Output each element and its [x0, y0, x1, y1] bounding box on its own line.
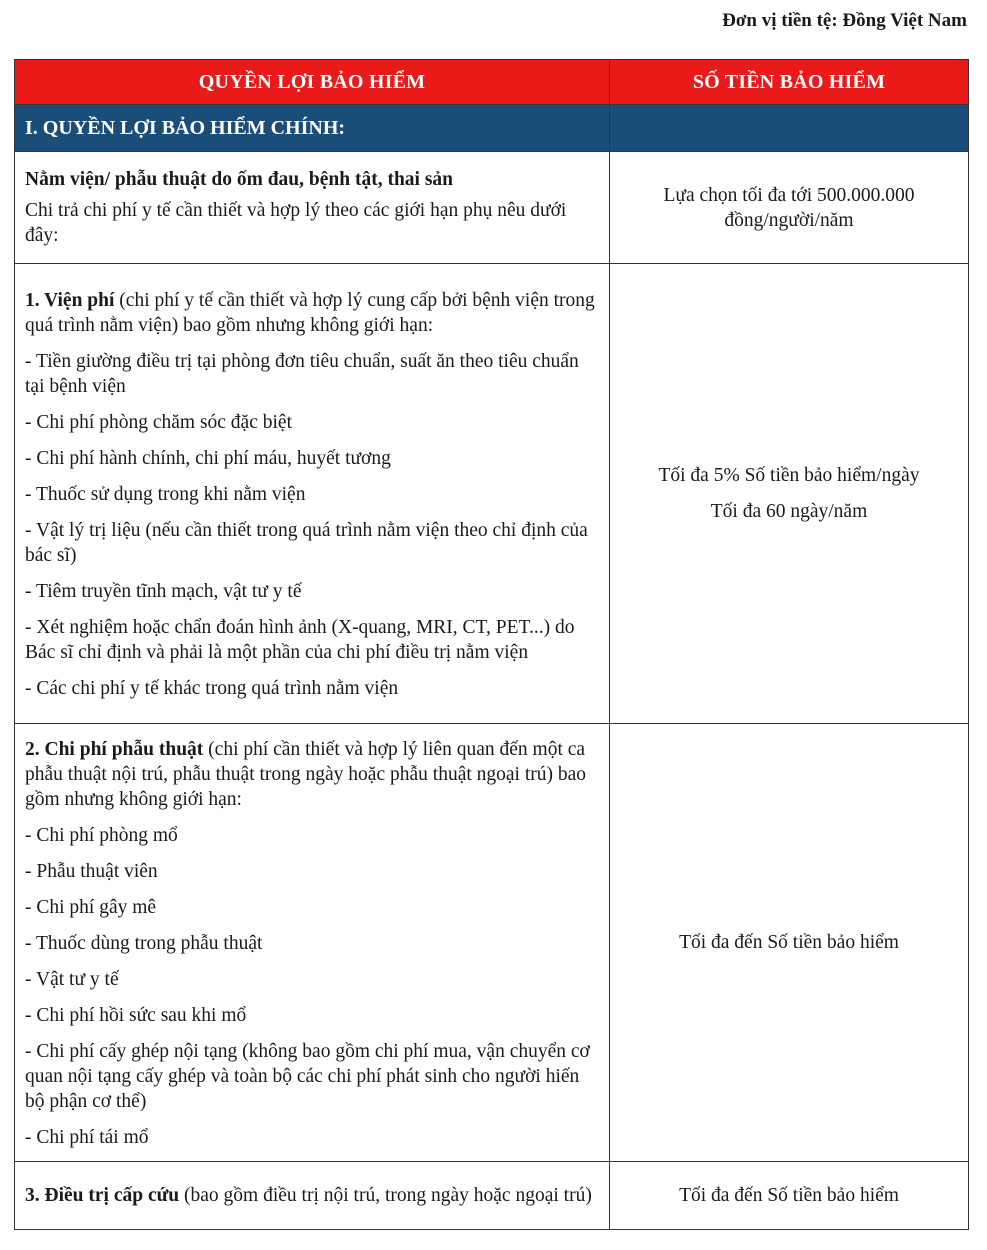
table-header-row	[15, 60, 969, 105]
amount-line: Tối đa 5% Số tiền bảo hiểm/ngày	[658, 465, 920, 486]
list-item: - Các chi phí y tế khác trong quá trình nằm viện	[25, 678, 399, 699]
table-row	[15, 152, 969, 264]
list-item: - Xét nghiệm hoặc chẩn đoán hình ảnh (X-quang, MRI, CT, PET...) do Bác sĩ chỉ định và phải là một phần của chi phí điều trị nằm viện	[25, 617, 575, 663]
list-item: - Tiêm truyền tĩnh mạch, vật tư y tế	[25, 581, 302, 602]
benefit-cell	[15, 264, 610, 724]
list-item: - Thuốc dùng trong phẫu thuật	[25, 933, 263, 954]
table-row	[15, 264, 969, 724]
benefit-cell	[15, 1162, 610, 1230]
section-row	[15, 105, 969, 152]
list-item: - Tiền giường điều trị tại phòng đơn tiêu chuẩn, suất ăn theo tiêu chuẩn tại bệnh viện	[25, 351, 579, 397]
list-item: - Chi phí hồi sức sau khi mổ	[25, 1005, 247, 1026]
row-description: Chi trả chi phí y tế cần thiết và hợp lý theo các giới hạn phụ nêu dưới đây:	[25, 200, 567, 246]
list-item: - Thuốc sử dụng trong khi nằm viện	[25, 484, 306, 505]
amount-cell	[610, 152, 969, 264]
header-benefit: QUYỀN LỢI BẢO HIỂM	[15, 60, 610, 105]
amount-line: Tối đa đến Số tiền bảo hiểm	[679, 932, 899, 953]
amount-line: Lựa chọn tối đa tới 500.000.000 đồng/người/năm	[663, 184, 915, 231]
list-item: - Chi phí hành chính, chi phí máu, huyết tương	[25, 448, 391, 469]
row-title: Nằm viện/ phẫu thuật do ốm đau, bệnh tật, thai sản	[25, 169, 454, 190]
list-item: - Vật tư y tế	[25, 969, 119, 990]
row-title: 3. Điều trị cấp cứu	[25, 1185, 180, 1206]
amount-line: Tối đa 60 ngày/năm	[710, 501, 868, 522]
row-title: 2. Chi phí phẫu thuật	[25, 739, 204, 760]
amount-cell	[610, 264, 969, 724]
row-title-rest: (bao gồm điều trị nội trú, trong ngày hoặc ngoại trú)	[179, 1185, 592, 1206]
list-item: - Phẫu thuật viên	[25, 861, 158, 882]
benefit-cell	[15, 724, 610, 1162]
list-item: - Chi phí phòng chăm sóc đặc biệt	[25, 412, 292, 433]
currency-note: Đơn vị tiền tệ: Đồng Việt Nam	[722, 10, 967, 31]
benefits-table	[14, 59, 969, 1230]
table-row	[15, 1162, 969, 1230]
list-item: - Chi phí gây mê	[25, 897, 157, 918]
list-item: - Chi phí phòng mổ	[25, 825, 178, 846]
row-title-rest: (chi phí cần thiết và hợp lý liên quan đến một ca phẫu thuật nội trú, phẫu thuật trong ngày hoặc phẫu thuật ngoại trú) bao gồm nhưng không giới hạn:	[25, 739, 587, 810]
amount-cell	[610, 1162, 969, 1230]
table-row	[15, 724, 969, 1162]
list-item: - Vật lý trị liệu (nếu cần thiết trong quá trình nằm viện theo chỉ định của bác sĩ)	[25, 520, 588, 566]
row-title-rest: (chi phí y tế cần thiết và hợp lý cung cấp bởi bệnh viện trong quá trình nằm viện) bao gồm nhưng không giới hạn:	[25, 290, 595, 336]
section-blank-cell	[610, 105, 969, 152]
amount-line: Tối đa đến Số tiền bảo hiểm	[679, 1185, 899, 1206]
benefit-cell	[15, 152, 610, 264]
list-item: - Chi phí tái mổ	[25, 1127, 149, 1148]
section-title: I. QUYỀN LỢI BẢO HIỂM CHÍNH:	[15, 105, 610, 152]
list-item: - Chi phí cấy ghép nội tạng (không bao gồm chi phí mua, vận chuyển cơ quan nội tạng cấy ghép và toàn bộ các chi phí phát sinh cho người hiến bộ phận cơ thể)	[25, 1041, 590, 1112]
row-title: 1. Viện phí	[25, 290, 115, 311]
header-amount: SỐ TIỀN BẢO HIỂM	[610, 60, 969, 105]
amount-cell	[610, 724, 969, 1162]
